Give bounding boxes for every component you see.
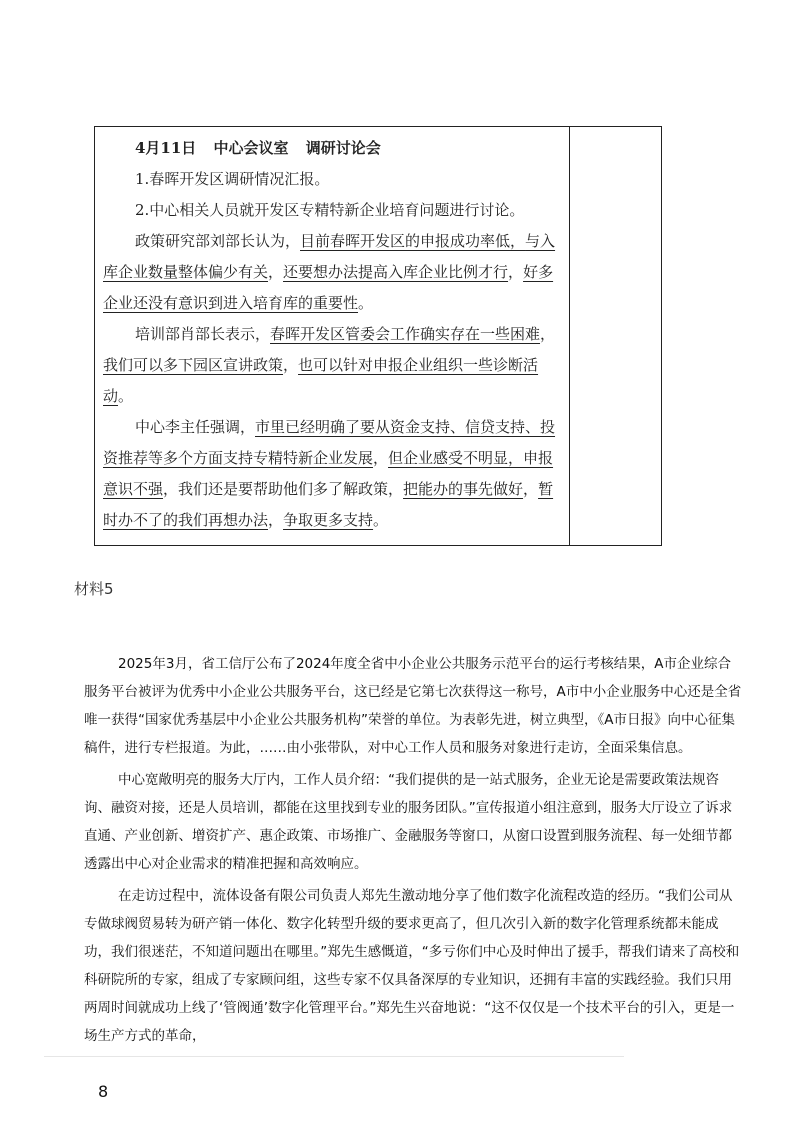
text-segment: ， <box>540 325 556 343</box>
underlined-phrase: 目前春晖开发区的申报成功率低， <box>300 232 526 250</box>
text-segment: ， <box>283 356 299 374</box>
meeting-heading <box>103 133 563 164</box>
underlined-phrase: 争取更多支持 <box>283 511 374 529</box>
text-segment: 。 <box>118 387 134 405</box>
text-segment: 政策研究部刘部长认为， <box>135 232 301 250</box>
underlined-phrase: 我们可以多下园区宣讲政策 <box>103 356 284 374</box>
opinion-li <box>103 412 563 536</box>
meeting-title: 调研讨论会 <box>305 139 381 157</box>
underlined-phrase: 但企业感受不明显，申报意识不强 <box>103 449 554 498</box>
underlined-phrase: 暂时办不了的我们再想办法 <box>103 480 554 529</box>
text-segment: ， <box>268 263 284 281</box>
opinion-liu <box>103 226 563 319</box>
underlined-phrase: 也可以针对申报企业组织一些诊断活动 <box>103 356 539 405</box>
opinion-xiao <box>103 319 563 412</box>
text-segment: ， <box>373 449 389 467</box>
text-segment: 。 <box>373 511 389 529</box>
paragraph-3: 在走访过程中，流体设备有限公司负责人郑先生激动地分享了他们数字化流程改造的经历。“我们公司从专做球阀贸易转为研产销一体化、数字化转型升级的要求更高了，但几次引入新的数字化管理系统都未能成功，我们很迷茫，不知道问题出在哪里。”郑先生感慨道，“多亏你们中心及时伸出了援手，帮我们请来了高校和科研院所的专家，组成了专家顾问组，这些专家不仅具备深厚的专业知识，还拥有丰富的实践经验。我们只用两周时间就成功上线了‘管阀通’数字化管理平台。”郑先生兴奋地说：“这不仅仅是一个技术平台的引入，更是一场生产方式的革命， <box>84 888 740 1044</box>
material-body <box>84 650 744 1050</box>
text-segment: ， <box>268 511 284 529</box>
text-segment: 。 <box>358 294 374 312</box>
paragraph-1: 2025年3月，省工信厅公布了2024年度全省中小企业公共服务示范平台的运行考核结果，A市企业综合服务平台被评为优秀中小企业公共服务平台，这已经是它第七次获得这一称号，A市中小企业服务中心还是全省唯一获得“国家优秀基层中小企业公共服务机构”荣誉的单位。为表彰先进，树立典型，《A市日报》向中心征集稿件，进行专栏报道。为此，……由小张带队，对中心工作人员和服务对象进行走访，全面采集信息。 <box>84 656 742 756</box>
underlined-phrase: 把能办的事先做好 <box>403 480 524 498</box>
underlined-phrase: 好多企业还没有意识到进入培育库的重要性 <box>103 263 554 312</box>
text-segment: 培训部肖部长表示， <box>135 325 271 343</box>
text-segment: 中心李主任强调， <box>135 418 256 436</box>
text-segment: ， <box>523 480 539 498</box>
meeting-place: 中心会议室 <box>213 139 289 157</box>
material-label: 材料5 <box>74 580 114 598</box>
underlined-phrase: 与入库企业数量整体偏少有关 <box>103 232 556 281</box>
underlined-phrase: 还要想办法提高入库企业比例才行 <box>283 263 509 281</box>
page-number: 8 <box>98 1082 109 1101</box>
paragraph-2: 中心宽敞明亮的服务大厅内，工作人员介绍：“我们提供的是一站式服务，企业无论是需要政策法规咨询、融资对接，还是人员培训，都能在这里找到专业的服务团队。”宣传报道小组注意到，服务大厅设立了诉求直通、产业创新、增资扩产、惠企政策、市场推广、金融服务等窗口，从窗口设置到服务流程、每一处细节都透露出中心对企业需求的精准把握和高效响应。 <box>84 772 733 872</box>
agenda-item-1: 1.春晖开发区调研情况汇报。 <box>135 170 330 188</box>
table-column-divider <box>569 127 570 545</box>
meeting-date: 4月11日 <box>135 139 197 157</box>
underlined-phrase: 市里已经明确了要从资金支持、信贷支持、投资推荐等多个方面支持专精特新企业发展 <box>103 418 556 467</box>
agenda-item-2: 2.中心相关人员就开发区专精特新企业培育问题进行讨论。 <box>135 201 525 219</box>
footer-divider <box>44 1056 624 1057</box>
underlined-phrase: 春晖开发区管委会工作确实存在一些困难 <box>270 325 541 343</box>
meeting-record-cell <box>103 133 563 536</box>
text-segment: ， <box>508 263 524 281</box>
meeting-record-table <box>94 126 662 546</box>
text-segment: ，我们还是要帮助他们多了解政策， <box>163 480 404 498</box>
